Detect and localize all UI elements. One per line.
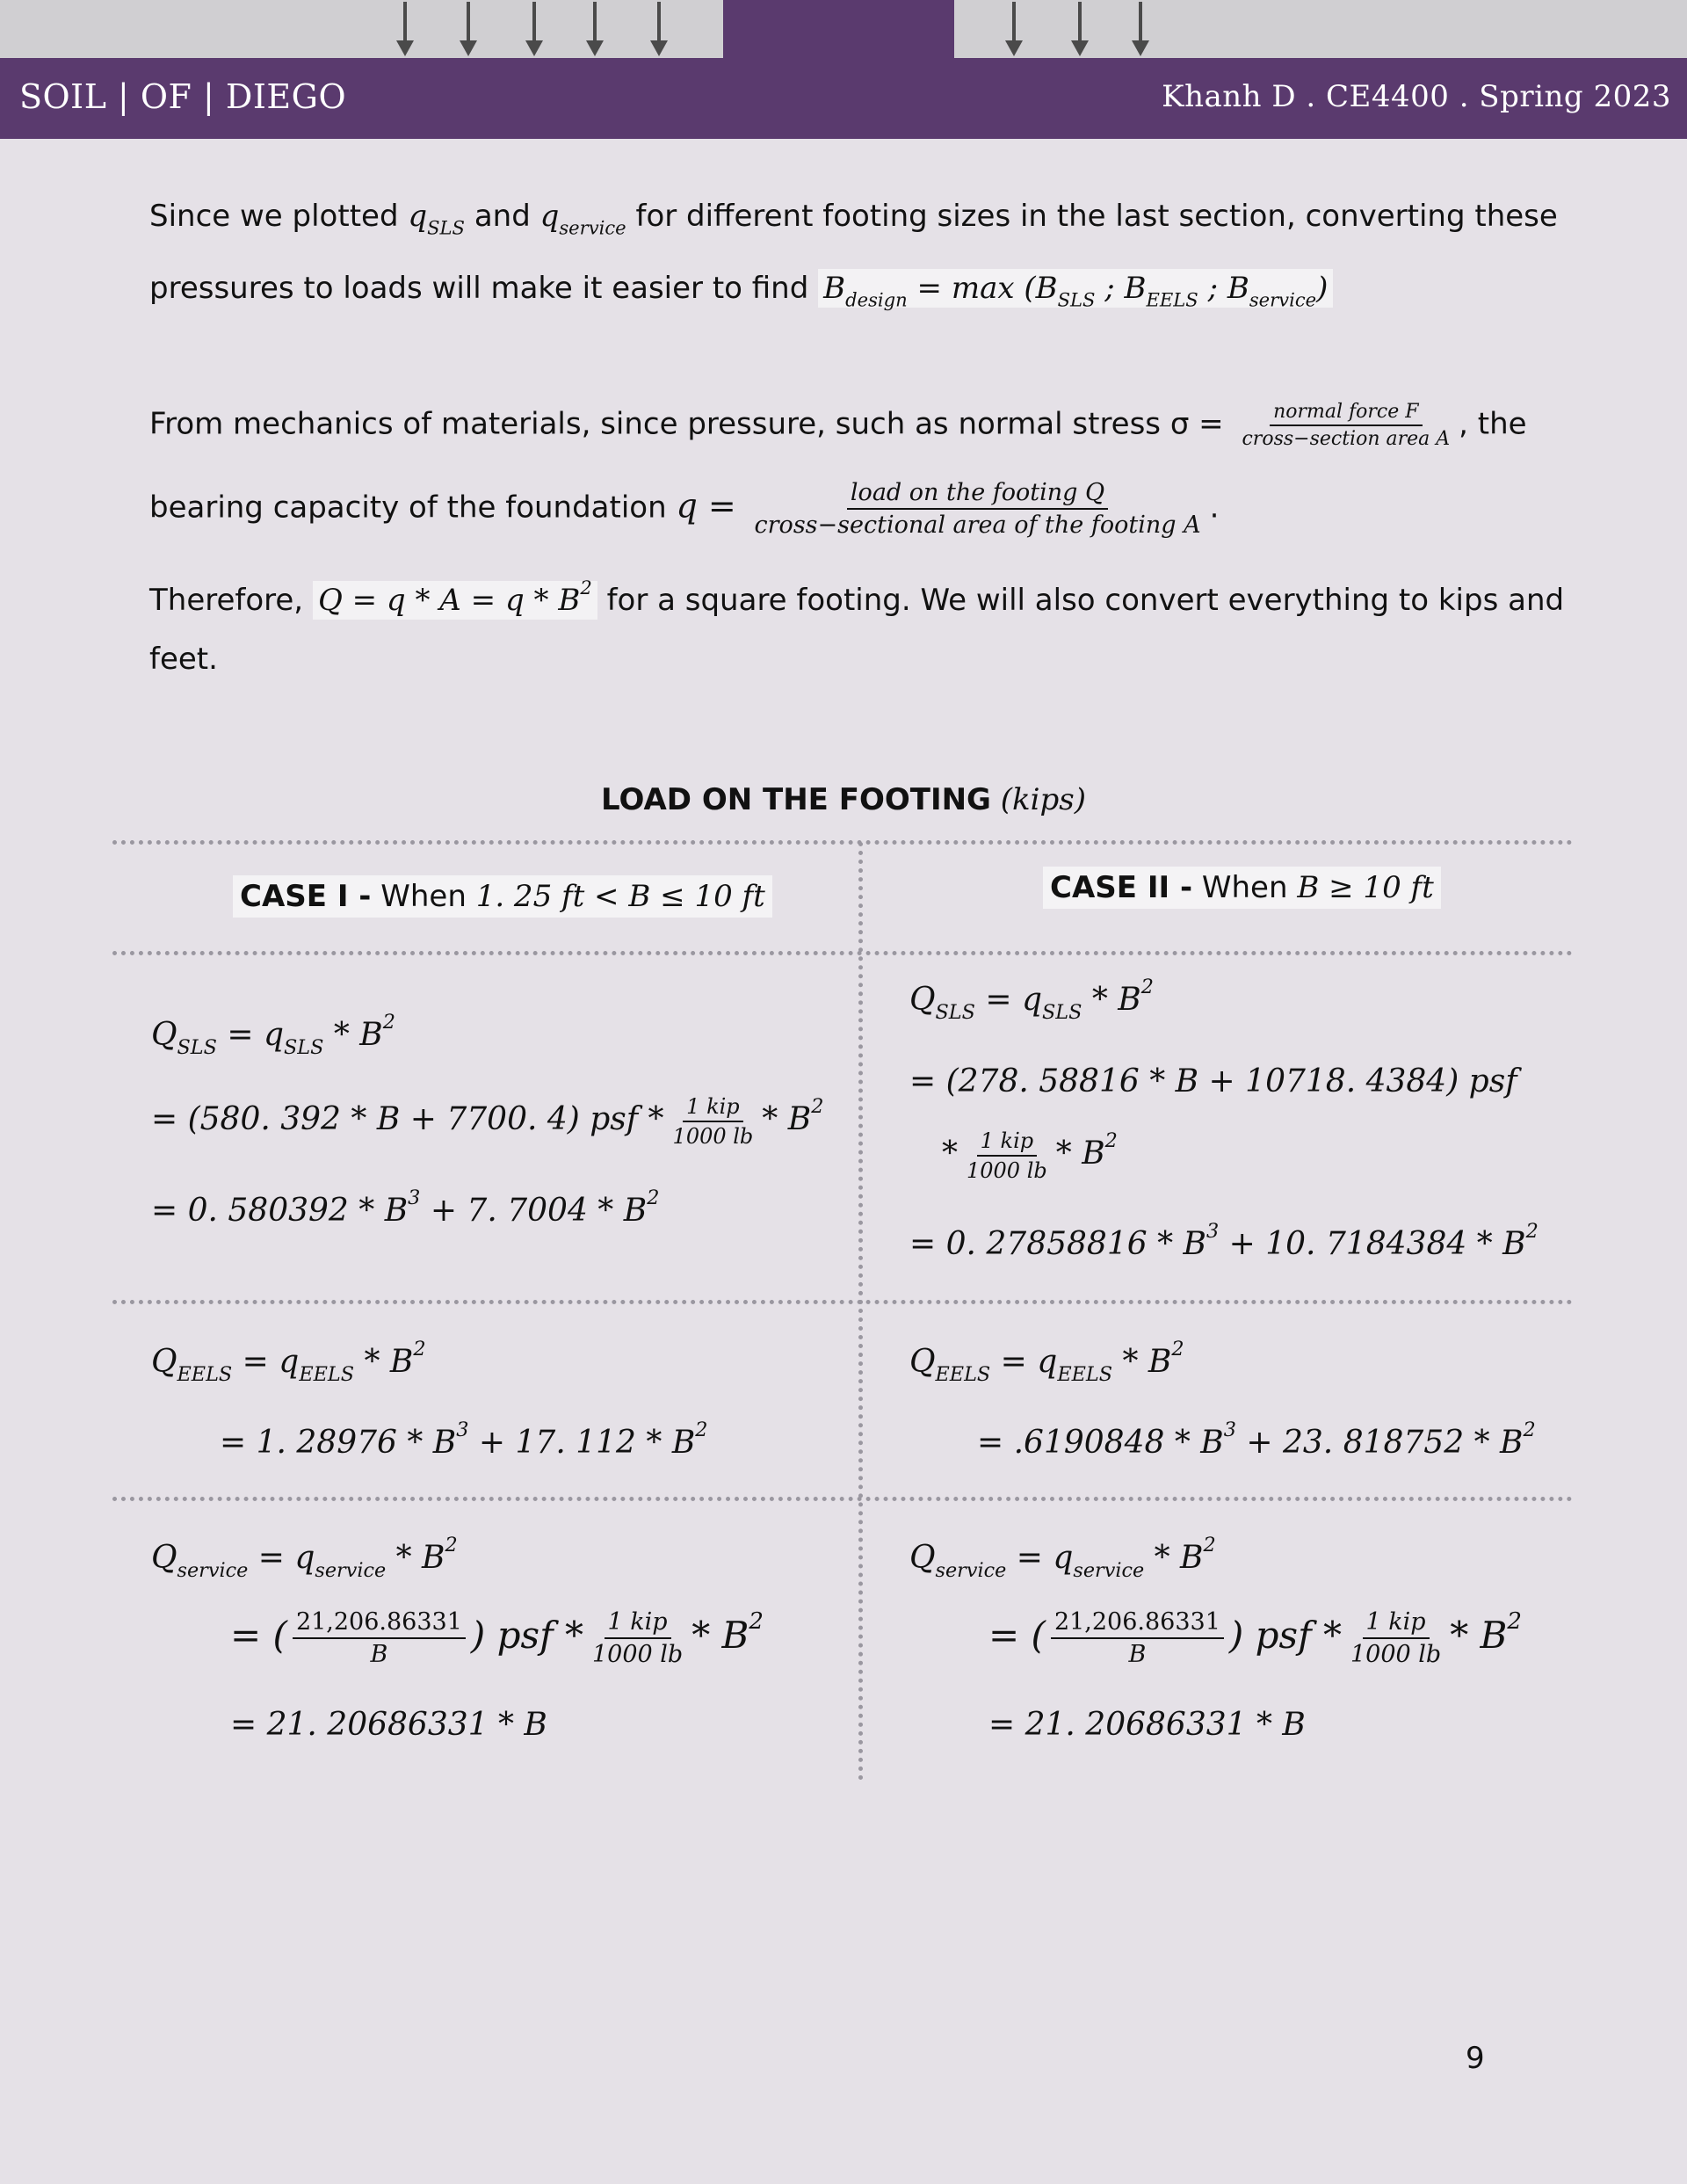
service-case2-line1: $Q_{service} = q_{service} * B^2$ xyxy=(909,1534,1216,1582)
intro-line-3: From mechanics of materials, since pressure, such as normal stress σ = $\frac{\text{normal force F}}{\text{cross−section area A}}$ , the xyxy=(149,401,1527,450)
sls-case1-line1: $Q_{SLS} = q_{SLS} * B^2$ xyxy=(151,1011,395,1059)
down-arrow-icon xyxy=(1003,0,1025,58)
table-title: LOAD ON THE FOOTING (kips) xyxy=(601,782,1086,817)
b-design-formula: $B_{design} = \max (B_{SLS}$ ; $B_{EELS}$ ; $B_{service}$) xyxy=(818,269,1333,308)
header-left-title: SOIL | OF | DIEGO xyxy=(19,77,347,116)
down-arrow-icon xyxy=(648,0,670,58)
down-arrow-icon xyxy=(583,0,606,58)
eels-case2-line2: = $.6190848 * B^3 + 23$. $818752 * B^2$ xyxy=(977,1419,1536,1461)
service-case1-line3: = 21. 20686331 * B xyxy=(230,1707,547,1743)
top-decoration-strip xyxy=(0,0,1687,58)
sls-case1-line2: = (580. 392 * B + 7700. 4) psf * $\frac{\text{1 kip}}{1000 lb}$ * $B^2$ xyxy=(151,1094,824,1149)
eels-case1-line1: $Q_{EELS} = q_{EELS} * B^2$ xyxy=(151,1338,426,1386)
service-case2-line2: = ( $\frac{21,206.86331}{B}$ ) psf * $\frac{\text{1 kip}}{1000 lb}$ * $B^2$ xyxy=(988,1608,1522,1669)
table-rule xyxy=(112,1497,1573,1501)
down-arrow-icon xyxy=(457,0,480,58)
sls-case2-line3: * $\frac{\text{1 kip}}{1000 lb}$ * $B^2$ xyxy=(942,1128,1118,1183)
intro-line-4: bearing capacity of the foundation q = $\frac{\text{load on the footing Q}}{\text{cross−sectional area of the footing A}}$ . xyxy=(149,479,1220,539)
stress-fraction: $\frac{\text{normal force F}}{\text{cross−section area A}}$ xyxy=(1242,401,1451,450)
intro-line-5: Therefore, $Q = q * A = q * B^2$ for a square footing. We will also convert everything to kips and xyxy=(149,577,1565,618)
down-arrow-icon xyxy=(394,0,416,58)
table-rule xyxy=(112,951,1573,955)
table-rule xyxy=(112,1300,1573,1304)
intro-line-1: Since we plotted $q_{SLS}$ and $q_{service}$ for different footing sizes in the last section, converting these xyxy=(149,199,1558,239)
sls-case2-line4: = 0. $27858816 * B^3 + 10$. $7184384 * B^2$ xyxy=(909,1220,1539,1262)
service-case2-line3: = 21. 20686331 * B xyxy=(988,1707,1306,1743)
sls-case2-line1: $Q_{SLS} = q_{SLS} * B^2$ xyxy=(909,976,1154,1024)
down-arrow-icon xyxy=(523,0,546,58)
sls-case1-line3: = 0. $580392 * B^3 + 7$. $7004 * B^2$ xyxy=(151,1186,660,1229)
intro-line-6: feet. xyxy=(149,642,218,677)
header-banner xyxy=(0,58,1687,139)
table-column-divider xyxy=(858,842,863,1781)
eels-case2-line1: $Q_{EELS} = q_{EELS} * B^2$ xyxy=(909,1338,1184,1386)
case-1-header: CASE I - When 1. 25 ft < B ≤ 10 ft xyxy=(233,875,772,918)
table-rule xyxy=(112,840,1573,845)
service-case1-line1: $Q_{service} = q_{service} * B^2$ xyxy=(151,1534,458,1582)
down-arrow-icon xyxy=(1129,0,1152,58)
bearing-fraction: $\frac{\text{load on the footing Q}}{\text{cross−sectional area of the footing A}}$ xyxy=(754,479,1201,539)
case-2-header: CASE II - When B ≥ 10 ft xyxy=(1043,867,1441,909)
sls-case2-line2: = (278. 58816 * B + 10718. 4384) psf xyxy=(909,1063,1517,1099)
top-notch xyxy=(723,0,954,58)
load-formula: $Q = q * A = q * B^2$ xyxy=(313,581,597,620)
eels-case1-line2: = 1. $28976 * B^3 + 17$. $112 * B^2$ xyxy=(220,1419,708,1461)
down-arrow-icon xyxy=(1068,0,1091,58)
header-right-title: Khanh D . CE4400 . Spring 2023 xyxy=(1162,79,1671,114)
service-case1-line2: = ( $\frac{21,206.86331}{B}$ ) psf * $\frac{\text{1 kip}}{1000 lb}$ * $B^2$ xyxy=(230,1608,764,1669)
page-number: 9 xyxy=(1466,2041,1485,2076)
intro-line-2: pressures to loads will make it easier to find $B_{design} = \max (B_{SLS}$ ; $B_{EELS}$ ; $B_{service}$) xyxy=(149,271,1333,310)
